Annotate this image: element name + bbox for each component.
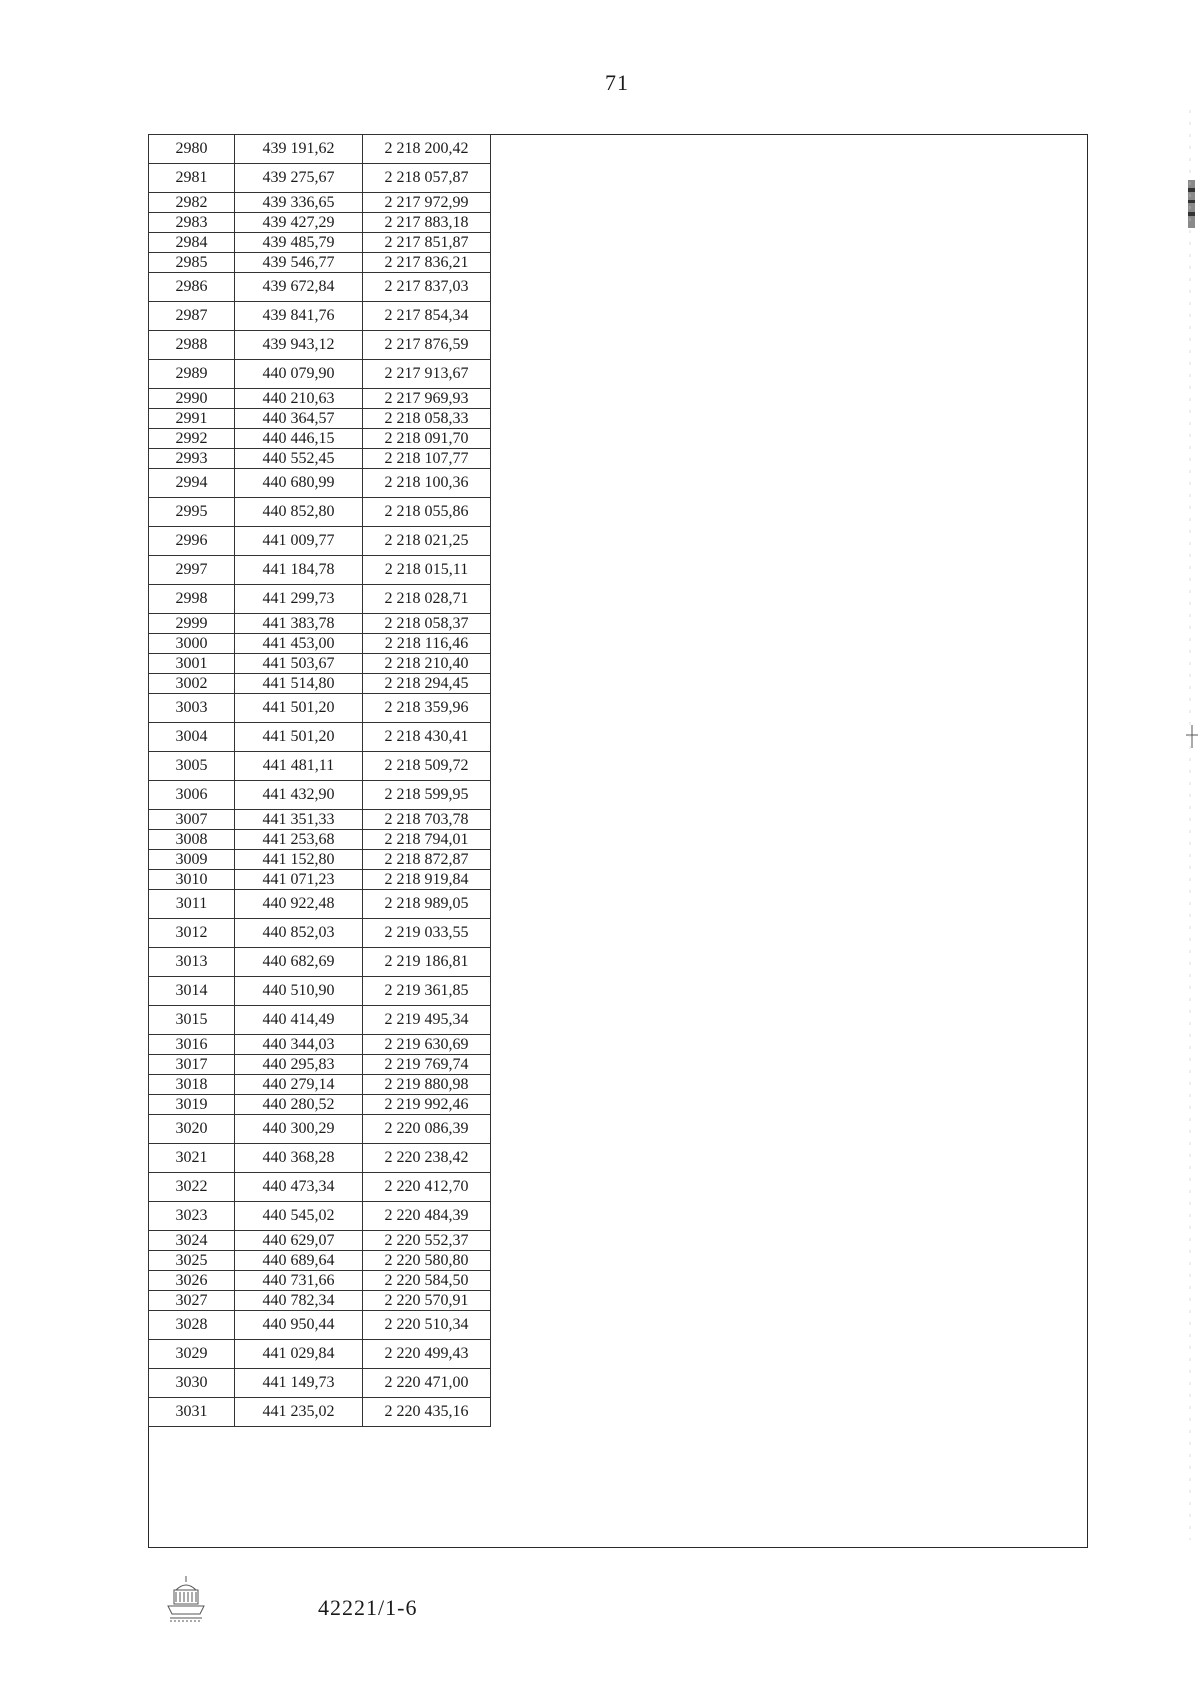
point-number-cell: 2996 (149, 527, 235, 556)
table-row (149, 1398, 491, 1427)
x-coordinate-cell: 439 336,65 (235, 193, 363, 213)
x-coordinate-cell: 440 922,48 (235, 890, 363, 919)
x-coordinate-cell: 440 295,83 (235, 1055, 363, 1075)
x-coordinate-cell: 440 344,03 (235, 1035, 363, 1055)
x-coordinate-cell: 440 731,66 (235, 1271, 363, 1291)
x-coordinate-cell: 441 514,80 (235, 674, 363, 694)
point-number-cell: 2986 (149, 273, 235, 302)
table-row (149, 1340, 491, 1369)
y-coordinate-cell: 2 217 969,93 (363, 389, 491, 409)
point-number-cell: 3022 (149, 1173, 235, 1202)
x-coordinate-cell: 441 009,77 (235, 527, 363, 556)
table-row (149, 1006, 491, 1035)
page-number: 71 (605, 70, 629, 95)
x-coordinate-cell: 441 029,84 (235, 1340, 363, 1369)
y-coordinate-cell: 2 218 509,72 (363, 752, 491, 781)
point-number-cell: 3005 (149, 752, 235, 781)
scan-edge-marks (1184, 0, 1200, 1695)
table-row (149, 1075, 491, 1095)
table-row (149, 331, 491, 360)
point-number-cell: 2983 (149, 213, 235, 233)
point-number-cell: 2991 (149, 409, 235, 429)
x-coordinate-cell: 441 432,90 (235, 781, 363, 810)
y-coordinate-cell: 2 220 086,39 (363, 1115, 491, 1144)
point-number-cell: 3008 (149, 830, 235, 850)
x-coordinate-cell: 440 280,52 (235, 1095, 363, 1115)
y-coordinate-cell: 2 218 359,96 (363, 694, 491, 723)
y-coordinate-cell: 2 220 412,70 (363, 1173, 491, 1202)
point-number-cell: 2999 (149, 614, 235, 634)
table-row (149, 585, 491, 614)
table-row (149, 948, 491, 977)
table-row (149, 850, 491, 870)
point-number-cell: 3031 (149, 1398, 235, 1427)
x-coordinate-cell: 439 427,29 (235, 213, 363, 233)
table-row (149, 752, 491, 781)
y-coordinate-cell: 2 218 058,33 (363, 409, 491, 429)
table-row (149, 1311, 491, 1340)
x-coordinate-cell: 440 852,80 (235, 498, 363, 527)
x-coordinate-cell: 439 672,84 (235, 273, 363, 302)
table-row (149, 164, 491, 193)
y-coordinate-cell: 2 217 836,21 (363, 253, 491, 273)
point-number-cell: 2980 (149, 135, 235, 164)
point-number-cell: 2993 (149, 449, 235, 469)
y-coordinate-cell: 2 218 100,36 (363, 469, 491, 498)
table-row (149, 498, 491, 527)
x-coordinate-cell: 441 253,68 (235, 830, 363, 850)
table-row (149, 449, 491, 469)
y-coordinate-cell: 2 217 876,59 (363, 331, 491, 360)
table-row (149, 135, 491, 164)
x-coordinate-cell: 440 414,49 (235, 1006, 363, 1035)
y-coordinate-cell: 2 218 091,70 (363, 429, 491, 449)
point-number-cell: 2994 (149, 469, 235, 498)
y-coordinate-cell: 2 218 919,84 (363, 870, 491, 890)
y-coordinate-cell: 2 218 210,40 (363, 654, 491, 674)
point-number-cell: 3018 (149, 1075, 235, 1095)
point-number-cell: 3002 (149, 674, 235, 694)
table-row (149, 977, 491, 1006)
point-number-cell: 3023 (149, 1202, 235, 1231)
point-number-cell: 3009 (149, 850, 235, 870)
y-coordinate-cell: 2 219 630,69 (363, 1035, 491, 1055)
point-number-cell: 3011 (149, 890, 235, 919)
point-number-cell: 2985 (149, 253, 235, 273)
point-number-cell: 3006 (149, 781, 235, 810)
x-coordinate-cell: 440 682,69 (235, 948, 363, 977)
table-row (149, 870, 491, 890)
y-coordinate-cell: 2 220 499,43 (363, 1340, 491, 1369)
point-number-cell: 3012 (149, 919, 235, 948)
x-coordinate-cell: 440 852,03 (235, 919, 363, 948)
point-number-cell: 3029 (149, 1340, 235, 1369)
point-number-cell: 2988 (149, 331, 235, 360)
y-coordinate-cell: 2 220 552,37 (363, 1231, 491, 1251)
point-number-cell: 3025 (149, 1251, 235, 1271)
y-coordinate-cell: 2 220 584,50 (363, 1271, 491, 1291)
y-coordinate-cell: 2 219 033,55 (363, 919, 491, 948)
table-row (149, 1055, 491, 1075)
x-coordinate-cell: 439 485,79 (235, 233, 363, 253)
point-number-cell: 3015 (149, 1006, 235, 1035)
point-number-cell: 3004 (149, 723, 235, 752)
table-row (149, 213, 491, 233)
point-number-cell: 3028 (149, 1311, 235, 1340)
point-number-cell: 2990 (149, 389, 235, 409)
table-row (149, 409, 491, 429)
x-coordinate-cell: 441 481,11 (235, 752, 363, 781)
y-coordinate-cell: 2 217 972,99 (363, 193, 491, 213)
table-row (149, 919, 491, 948)
y-coordinate-cell: 2 219 769,74 (363, 1055, 491, 1075)
y-coordinate-cell: 2 218 794,01 (363, 830, 491, 850)
x-coordinate-cell: 441 351,33 (235, 810, 363, 830)
x-coordinate-cell: 440 680,99 (235, 469, 363, 498)
table-row (149, 723, 491, 752)
y-coordinate-cell: 2 220 510,34 (363, 1311, 491, 1340)
point-number-cell: 2981 (149, 164, 235, 193)
table-row (149, 694, 491, 723)
point-number-cell: 3021 (149, 1144, 235, 1173)
y-coordinate-cell: 2 218 989,05 (363, 890, 491, 919)
y-coordinate-cell: 2 218 015,11 (363, 556, 491, 585)
y-coordinate-cell: 2 218 116,46 (363, 634, 491, 654)
x-coordinate-cell: 441 501,20 (235, 694, 363, 723)
point-number-cell: 3019 (149, 1095, 235, 1115)
x-coordinate-cell: 441 149,73 (235, 1369, 363, 1398)
table-row (149, 654, 491, 674)
y-coordinate-cell: 2 218 021,25 (363, 527, 491, 556)
x-coordinate-cell: 440 552,45 (235, 449, 363, 469)
x-coordinate-cell: 440 279,14 (235, 1075, 363, 1095)
y-coordinate-cell: 2 219 186,81 (363, 948, 491, 977)
point-number-cell: 3026 (149, 1271, 235, 1291)
x-coordinate-cell: 439 191,62 (235, 135, 363, 164)
y-coordinate-cell: 2 218 058,37 (363, 614, 491, 634)
y-coordinate-cell: 2 217 837,03 (363, 273, 491, 302)
table-row (149, 527, 491, 556)
x-coordinate-cell: 440 473,34 (235, 1173, 363, 1202)
x-coordinate-cell: 441 184,78 (235, 556, 363, 585)
table-row (149, 674, 491, 694)
point-number-cell: 2997 (149, 556, 235, 585)
x-coordinate-cell: 441 071,23 (235, 870, 363, 890)
x-coordinate-cell: 440 368,28 (235, 1144, 363, 1173)
y-coordinate-cell: 2 218 294,45 (363, 674, 491, 694)
x-coordinate-cell: 440 689,64 (235, 1251, 363, 1271)
table-row (149, 1369, 491, 1398)
point-number-cell: 3010 (149, 870, 235, 890)
x-coordinate-cell: 440 782,34 (235, 1291, 363, 1311)
x-coordinate-cell: 440 510,90 (235, 977, 363, 1006)
x-coordinate-cell: 439 275,67 (235, 164, 363, 193)
y-coordinate-cell: 2 219 495,34 (363, 1006, 491, 1035)
table-row (149, 1173, 491, 1202)
table-row (149, 1251, 491, 1271)
y-coordinate-cell: 2 220 471,00 (363, 1369, 491, 1398)
table-row (149, 360, 491, 389)
point-number-cell: 2984 (149, 233, 235, 253)
point-number-cell: 3001 (149, 654, 235, 674)
point-number-cell: 2995 (149, 498, 235, 527)
x-coordinate-cell: 440 300,29 (235, 1115, 363, 1144)
x-coordinate-cell: 439 546,77 (235, 253, 363, 273)
y-coordinate-cell: 2 217 913,67 (363, 360, 491, 389)
table-row (149, 253, 491, 273)
table-row (149, 1202, 491, 1231)
x-coordinate-cell: 440 446,15 (235, 429, 363, 449)
table-row (149, 429, 491, 449)
point-number-cell: 2987 (149, 302, 235, 331)
table-row (149, 1271, 491, 1291)
x-coordinate-cell: 440 950,44 (235, 1311, 363, 1340)
table-row (149, 1095, 491, 1115)
coordinates-table-body (149, 135, 491, 1427)
point-number-cell: 2982 (149, 193, 235, 213)
y-coordinate-cell: 2 218 599,95 (363, 781, 491, 810)
table-row (149, 830, 491, 850)
y-coordinate-cell: 2 218 057,87 (363, 164, 491, 193)
x-coordinate-cell: 441 453,00 (235, 634, 363, 654)
x-coordinate-cell: 439 943,12 (235, 331, 363, 360)
y-coordinate-cell: 2 219 992,46 (363, 1095, 491, 1115)
seal-logo-icon (162, 1572, 210, 1624)
x-coordinate-cell: 440 210,63 (235, 389, 363, 409)
y-coordinate-cell: 2 220 238,42 (363, 1144, 491, 1173)
x-coordinate-cell: 441 383,78 (235, 614, 363, 634)
table-row (149, 1231, 491, 1251)
table-row (149, 1115, 491, 1144)
point-number-cell: 3013 (149, 948, 235, 977)
y-coordinate-cell: 2 219 880,98 (363, 1075, 491, 1095)
table-row (149, 302, 491, 331)
coordinates-table (148, 134, 491, 1427)
x-coordinate-cell: 440 364,57 (235, 409, 363, 429)
x-coordinate-cell: 441 152,80 (235, 850, 363, 870)
point-number-cell: 3000 (149, 634, 235, 654)
y-coordinate-cell: 2 218 200,42 (363, 135, 491, 164)
x-coordinate-cell: 441 503,67 (235, 654, 363, 674)
point-number-cell: 3030 (149, 1369, 235, 1398)
table-row (149, 1035, 491, 1055)
y-coordinate-cell: 2 218 703,78 (363, 810, 491, 830)
table-row (149, 1144, 491, 1173)
y-coordinate-cell: 2 219 361,85 (363, 977, 491, 1006)
y-coordinate-cell: 2 220 580,80 (363, 1251, 491, 1271)
y-coordinate-cell: 2 218 028,71 (363, 585, 491, 614)
table-row (149, 781, 491, 810)
x-coordinate-cell: 440 629,07 (235, 1231, 363, 1251)
table-row (149, 193, 491, 213)
x-coordinate-cell: 441 501,20 (235, 723, 363, 752)
y-coordinate-cell: 2 218 430,41 (363, 723, 491, 752)
point-number-cell: 3014 (149, 977, 235, 1006)
table-row (149, 469, 491, 498)
x-coordinate-cell: 440 079,90 (235, 360, 363, 389)
x-coordinate-cell: 441 299,73 (235, 585, 363, 614)
y-coordinate-cell: 2 220 570,91 (363, 1291, 491, 1311)
point-number-cell: 3016 (149, 1035, 235, 1055)
x-coordinate-cell: 441 235,02 (235, 1398, 363, 1427)
table-row (149, 810, 491, 830)
point-number-cell: 3027 (149, 1291, 235, 1311)
y-coordinate-cell: 2 217 854,34 (363, 302, 491, 331)
table-row (149, 890, 491, 919)
document-code: 42221/1-6 (318, 1595, 418, 1620)
table-row (149, 556, 491, 585)
y-coordinate-cell: 2 220 435,16 (363, 1398, 491, 1427)
point-number-cell: 3017 (149, 1055, 235, 1075)
point-number-cell: 3007 (149, 810, 235, 830)
point-number-cell: 3020 (149, 1115, 235, 1144)
x-coordinate-cell: 439 841,76 (235, 302, 363, 331)
point-number-cell: 2989 (149, 360, 235, 389)
y-coordinate-cell: 2 218 107,77 (363, 449, 491, 469)
point-number-cell: 2992 (149, 429, 235, 449)
y-coordinate-cell: 2 218 872,87 (363, 850, 491, 870)
table-row (149, 634, 491, 654)
table-row (149, 233, 491, 253)
table-row (149, 389, 491, 409)
y-coordinate-cell: 2 217 883,18 (363, 213, 491, 233)
point-number-cell: 2998 (149, 585, 235, 614)
y-coordinate-cell: 2 218 055,86 (363, 498, 491, 527)
table-row (149, 273, 491, 302)
table-row (149, 1291, 491, 1311)
point-number-cell: 3003 (149, 694, 235, 723)
y-coordinate-cell: 2 220 484,39 (363, 1202, 491, 1231)
y-coordinate-cell: 2 217 851,87 (363, 233, 491, 253)
point-number-cell: 3024 (149, 1231, 235, 1251)
x-coordinate-cell: 440 545,02 (235, 1202, 363, 1231)
table-row (149, 614, 491, 634)
